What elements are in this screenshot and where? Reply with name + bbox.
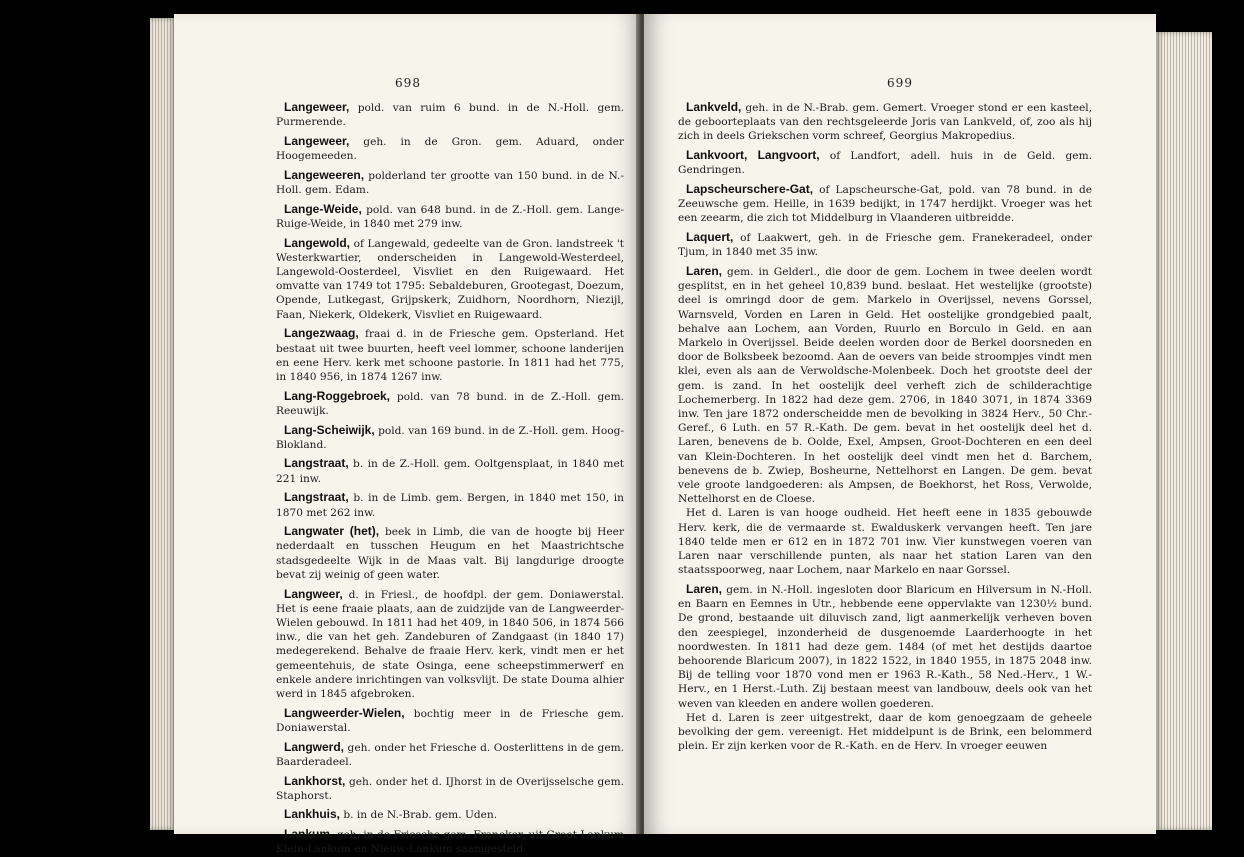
dictionary-entry: [276, 236, 624, 322]
entry-text: of Langewald, gedeelte van de Gron. landstreek 't Westerkwartier, onderscheiden in Langewold-Westerdeel, Langewold-Oosterdeel, Visvliet en den Ruigewaard. Het omvatte van 1749 tot 1795: Sebaldeburen, Grootegast, Doezum, Opende, Lutkegast, Grijpskerk, Zuidhorn, Noordhorn, Niezijl, Faan, Niekerk, Oldekerk, Visvliet en Ruigewaard.: [276, 237, 624, 321]
page-edges-left: [150, 18, 176, 830]
entry-paragraph: [276, 774, 624, 803]
left-page: [174, 14, 642, 856]
entry-text: polderland ter grootte van 150 bund. in de N.-Holl. gem. Edam.: [276, 169, 624, 197]
entry-headword: Langeweeren,: [284, 167, 365, 182]
dictionary-entry: [276, 524, 624, 582]
entry-paragraph: [276, 456, 624, 485]
entry-headword: Langstraat,: [284, 456, 349, 471]
entry-paragraph: [276, 389, 624, 418]
dictionary-entry: [276, 202, 624, 231]
entry-headword: Langeweer,: [284, 133, 350, 148]
entry-text: b. in de N.-Brab. gem. Uden.: [340, 809, 498, 822]
entry-subparagraph: Het d. Laren is van hooge oudheid. Het heeft eene in 1835 gebouwde Herv. kerk, die de vermaarde st. Ewalduskerk vervangen heeft. Ten jare 1840 telde men er 612 en in 1872 701 inw. Vier kunstwegen voeren van Laren naar verschillende punten, als naar het station Laren van den staatsspoorweg, naar Lochem, naar Markelo en naar Gorssel.: [678, 507, 1092, 577]
entry-headword: Langwerd,: [284, 739, 345, 754]
dictionary-entry: [678, 230, 1092, 259]
entry-paragraph: [678, 230, 1092, 259]
dictionary-entry: [276, 490, 624, 519]
dictionary-entry: [276, 587, 624, 702]
entry-text: b. in de Z.-Holl. gem. Ooltgensplaat, in 1840 met 221 inw.: [276, 458, 624, 485]
dictionary-entry: [276, 706, 624, 735]
dictionary-entry: [276, 168, 624, 197]
entry-text: of Landfort, adell. huis in de Geld. gem. Gendringen.: [678, 150, 1092, 177]
entry-paragraph: [678, 100, 1092, 144]
entry-paragraph: [276, 236, 624, 322]
entry-text: geh. in de Gron. gem. Aduard, onder Hoogemeeden.: [276, 135, 624, 163]
entry-headword: Laren,: [686, 582, 723, 596]
dictionary-entry: [276, 807, 624, 822]
dictionary-entry: [678, 182, 1092, 226]
entry-headword: Lankveld,: [686, 100, 742, 114]
entry-headword: Laren,: [686, 264, 723, 279]
entry-headword: Langeweer,: [284, 100, 350, 114]
dictionary-entry: [276, 456, 624, 485]
entry-text: beek in Limb, die van de hoogte bij Heer nederdaalt en tusschen Heugum en het Maastrichtsche stadsgedeelte Wijk in de Maas valt. Bij langdurige droogte bevat zij weinig of geen water.: [276, 526, 625, 581]
entry-subparagraph: Het d. Laren is zeer uitgestrekt, daar de kom genoegzaam de geheele bevolking der gem. vereenigt. Het middelpunt is de Brink, een belommerd plein. Er zijn kerken voor de R.-Kath. en de Herv. In vroeger eeuwen: [678, 711, 1092, 753]
dictionary-entry: [276, 423, 624, 452]
entry-paragraph: [276, 423, 624, 452]
entry-paragraph: [678, 148, 1092, 177]
entry-paragraph: [276, 100, 624, 129]
dictionary-entry: [276, 100, 624, 129]
entry-headword: Lapscheurscheгe-Gat,: [686, 182, 814, 197]
entry-headword: Langweer,: [284, 586, 343, 601]
entry-paragraph: [678, 582, 1092, 711]
entry-text: of Laakwert, geh. in de Friesche gem. Franekeradeel, onder Tjum, in 1840 met 35 inw.: [678, 232, 1092, 259]
entry-headword: Langweerder-Wielen,: [284, 705, 405, 720]
entry-paragraph: [678, 264, 1092, 506]
dictionary-entry: [678, 100, 1092, 144]
entry-headword: Lankhuis,: [284, 807, 341, 822]
open-book: [150, 14, 1212, 856]
left-page-text: [174, 100, 642, 857]
entry-paragraph: [276, 706, 624, 735]
entry-paragraph: [276, 490, 624, 519]
page-number-right: 699: [887, 76, 913, 90]
entry-paragraph: [276, 827, 624, 856]
entry-headword: Laquert,: [686, 230, 734, 245]
entry-text: pold. van ruim 6 bund. in de N.-Holl. gem. Purmerende.: [276, 102, 624, 129]
entry-paragraph: [276, 134, 624, 163]
dictionary-entry: [678, 264, 1092, 577]
entry-headword: Langwater (het),: [284, 524, 380, 539]
entry-headword: Langstraat,: [284, 490, 349, 505]
entry-paragraph: [276, 740, 624, 769]
entry-paragraph: [276, 587, 624, 702]
entry-text: bochtig meer in de Friesche gem. Doniawerstal.: [276, 707, 624, 734]
entry-text: pold. van 78 bund. in de Z.-Holl. gem. Reeuwijk.: [276, 390, 624, 417]
entry-headword: Langewold,: [284, 235, 350, 250]
entry-headword: Lange-Weide,: [284, 201, 362, 216]
page-number-left: 698: [395, 76, 421, 90]
entry-headword: Lang-Scheiwijk,: [284, 422, 375, 437]
dictionary-entry: [276, 134, 624, 163]
dictionary-entry: [678, 582, 1092, 753]
right-page-text: [644, 100, 1156, 753]
entry-headword: Lankhorst,: [284, 773, 346, 788]
dictionary-entry: [276, 326, 624, 384]
entry-text: pold. van 169 bund. in de Z.-Holl. gem. Hoog-Blokland.: [276, 424, 624, 451]
entry-headword: Lang-Roggebroek,: [284, 388, 391, 403]
entry-paragraph: [276, 168, 624, 197]
entry-text: geh. in de Friesche gem. Franeker, uit Groot-Lankum Klein-Lankum en Nieuw-Lankum saamgesteld.: [276, 829, 624, 856]
entry-text: gem. in Gelderl., die door de gem. Lochem in twee deelen wordt gesplitst, en in het geheel 10,839 bund. beslaat. Het westelijke (grootste) deel is omringd door de gem. Markelo in Overijssel, nevens Gorssel, Warnsveld, Vorden en Laren in Geld. Het oostelijke grondgebied paalt, behalve aan Lochem, aan Vorden, Ruurlo en Borculo in Geld. en aan Markelo in Overijssel. Beide deelen worden door de Berkel doorsneden en door de Bolksbeek bezoomd. Aan de oevers van beide stroompjes vindt men klei, even als aan de Verwoldsche-Molenbeek. Doch het grootste deel der gem. is zand. In het oostelijk deel verheft zich de schilderachtige Lochemerberg. In 1822 had deze gem. 2706, in 1840 3071, in 1874 3369 inw. Ten jare 1872 onderscheidde men de bevolking in 3824 Herv., 50 Chr.-Geref., 6 Luth. en 57 R.-Kath. De gem. bevat in het oostelijk deel het d. Laren, benevens de b. Oolde, Exel, Ampsen, Groot-Dochteren en een deel van Klein-Dochteren. In het oostelijk deel vindt men het d. Barchem, benevens de b. Zwiep, Bosheurne, Nettelhorst en Langen. De gem. bevat vele groote landgoederen: als Ampsen, de Boekhorst, het Ross, Verwolde, Nettelhorst en de Cloese.: [678, 266, 1092, 506]
entry-headword: Lankvoort, Langvoort,: [686, 148, 820, 163]
entry-text: fraai d. in de Friesche gem. Opsterland. Het bestaat uit twee buurten, heeft veel lommer, schoone landerijen en eene Herv. kerk met schoone pastorie. In 1811 had het 775, in 1840 956, in 1874 1267 inw.: [276, 328, 624, 383]
entry-paragraph: [678, 182, 1092, 226]
entry-paragraph: [276, 326, 624, 384]
entry-text: pold. van 648 bund. in de Z.-Holl. gem. Lange-Ruige-Weide, in 1840 met 279 inw.: [276, 203, 624, 230]
dictionary-entry: [276, 740, 624, 769]
entry-paragraph: [276, 524, 624, 582]
entry-text: gem. in N.-Holl. ingesloten door Blaricum en Hilversum in N.-Holl. en Baarn en Eemnes in Utr., hebbende eene oppervlakte van 1230½ bund. De grond, bestaande uit diluvisch zand, ligt aanmerkelijk verheven boven den zeespiegel, inzonderheid de dusgenoemde Laarderhoogte in het noordwesten. In 1811 had deze gem. 1484 (of met het destijds daartoe behoorende Blaricum 2007), in 1822 1522, in 1840 1955, in 1875 2048 inw. Bij de telling voor 1870 vond men er 1963 R.-Kath., 58 Ned.-Herv., 1 W.-Herv., en 1 Herst.-Luth. Zij bestaan meest van landbouw, deels ook van het weven van kleeden en andere wollen goederen.: [678, 584, 1092, 710]
dictionary-entry: [678, 148, 1092, 177]
entry-headword: Lankum,: [284, 827, 334, 842]
dictionary-entry: [276, 389, 624, 418]
page-edges-right: [1156, 32, 1212, 830]
entry-headword: Langezwaag,: [284, 326, 359, 341]
entry-paragraph: [276, 202, 624, 231]
right-page: [644, 14, 1156, 834]
entry-text: of Lapscheursche-Gat, pold. van 78 bund. in de Zeeuwsche gem. Heille, in 1639 bedijkt, in 1747 herdijkt. Vroeger was het een zeearm, die zich tot Middelburg in Vlaanderen uitbreidde.: [678, 184, 1092, 225]
dictionary-entry: [276, 774, 624, 803]
entry-text: b. in de Limb. gem. Bergen, in 1840 met 150, in 1870 met 262 inw.: [276, 492, 624, 519]
entry-text: geh. in de N.-Brab. gem. Gemert. Vroeger stond er een kasteel, de geboorteplaats van den rechtsgeleerde Joris van Lankveld, of, zoo als hij zich in deels Griekschen vorm schreef, Georgius Makropedius.: [678, 102, 1092, 143]
entry-text: geh. onder het d. IJhorst in de Overijsselsche gem. Staphorst.: [276, 775, 624, 802]
dictionary-entry: [276, 827, 624, 856]
entry-paragraph: [276, 807, 624, 822]
entry-text: d. in Friesl., de hoofdpl. der gem. Doniawerstal. Het is eene fraaie plaats, aan de zuidzijde van de Langweerder-Wielen gebouwd. In 1811 had het 409, in 1840 506, in 1874 566 inw., die van het geh. Zandeburen of Zandgaast (in 1840 17) medegerekend. Behalve de fraaie Herv. kerk, vindt men er het gemeentehuis, de state Osinga, eene scheepstimmerwerf en enkele andere inrichtingen van volksvlijt. De state Douma alhier werd in 1845 afgebroken.: [276, 588, 624, 701]
entry-text: geh. onder het Friesche d. Oosterlittens in de gem. Baarderadeel.: [276, 741, 624, 768]
